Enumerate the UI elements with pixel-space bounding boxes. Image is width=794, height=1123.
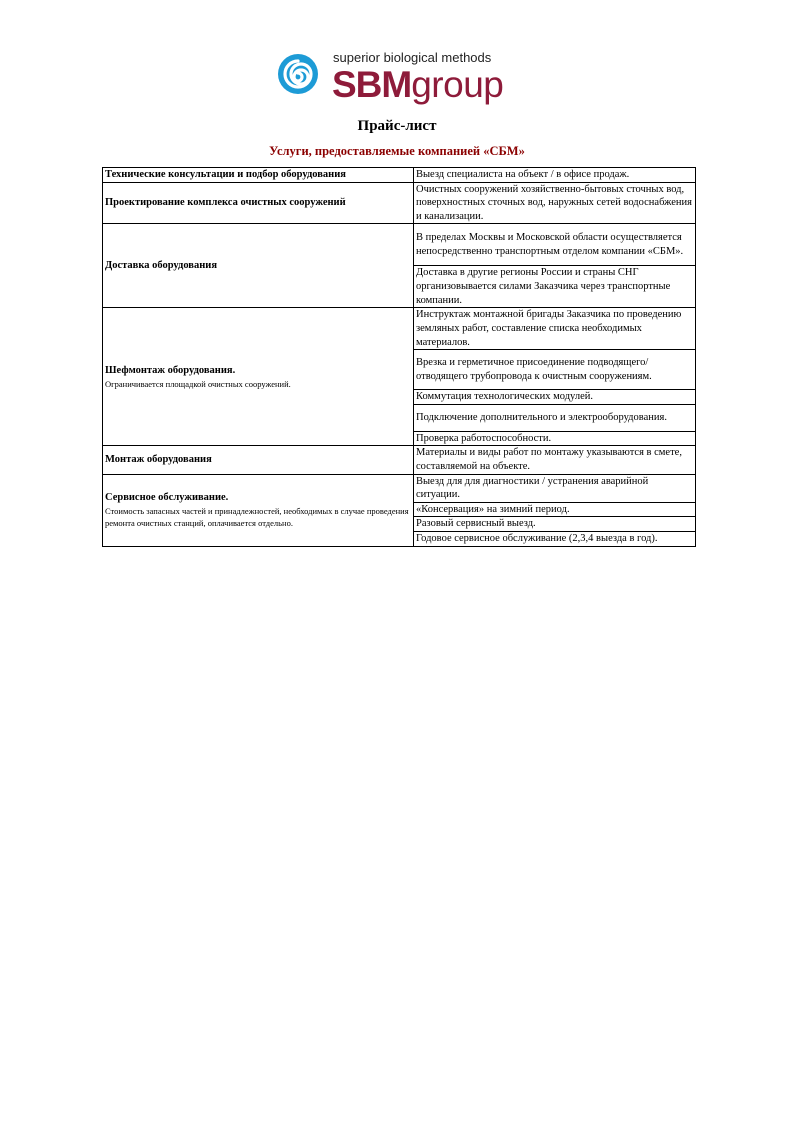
service-cell — [103, 474, 414, 546]
table-row — [103, 474, 696, 502]
service-note: Ограничивается площадкой очистных сооружений. — [105, 378, 291, 389]
table-row — [103, 168, 696, 183]
service-name: Сервисное обслуживание. — [105, 492, 229, 504]
service-detail: Врезка и герметичное присоединение подводящего/отводящего трубопровода к очистным сооружениям. — [414, 350, 696, 390]
logo-tagline: superior biological methods — [333, 50, 492, 65]
service-detail: Выезд для для диагностики / устранения аварийной ситуации. — [414, 474, 696, 502]
service-note: Стоимость запасных частей и принадлежностей, необходимых в случае проведения ремонта очистных станций, оплачивается отдельно. — [105, 505, 409, 528]
service-cell — [103, 308, 414, 446]
service-detail: Коммутация технологических модулей. — [414, 390, 696, 405]
swirl-logo-icon — [277, 53, 319, 95]
company-logo — [277, 48, 517, 108]
service-name: Технические консультации и подбор оборудования — [103, 168, 414, 183]
page-title: Прайс-лист — [357, 118, 437, 134]
service-name: Монтаж оборудования — [103, 446, 414, 474]
logo-group: group — [411, 64, 504, 105]
service-detail: Доставка в другие регионы России и страны СНГ организовывается силами Заказчика через транспортные компании. — [414, 266, 696, 308]
service-detail: Проверка работоспособности. — [414, 431, 696, 446]
table-row — [103, 224, 696, 266]
service-detail: Разовый сервисный выезд. — [414, 517, 696, 532]
service-detail: Выезд специалиста на объект / в офисе продаж. — [414, 168, 696, 183]
page-subtitle: Услуги, предоставляемые компанией «СБМ» — [269, 144, 525, 158]
service-detail: В пределах Москвы и Московской области осуществляется непосредственно транспортным отделом компании «СБМ». — [414, 224, 696, 266]
service-detail: Подключение дополнительного и электрооборудования. — [414, 404, 696, 431]
service-detail: «Консервация» на зимний период. — [414, 502, 696, 517]
table-row — [103, 182, 696, 224]
service-name: Шефмонтаж оборудования. — [105, 365, 236, 377]
service-detail: Годовое сервисное обслуживание (2,3,4 выезда в год). — [414, 531, 696, 546]
logo-sbm: SBM — [332, 64, 412, 105]
table-row — [103, 308, 696, 350]
service-detail: Очистных сооружений хозяйственно-бытовых сточных вод, поверхностных сточных вод, наружных сетей водоснабжения и канализации. — [414, 182, 696, 224]
service-name: Проектирование комплекса очистных сооружений — [103, 182, 414, 224]
service-detail: Инструктаж монтажной бригады Заказчика по проведению земляных работ, составление списка необходимых материалов. — [414, 308, 696, 350]
logo-wordmark — [332, 66, 503, 103]
service-detail: Материалы и виды работ по монтажу указываются в смете, составляемой на объекте. — [414, 446, 696, 474]
service-name: Доставка оборудования — [103, 224, 414, 308]
price-table — [102, 167, 696, 547]
table-row — [103, 446, 696, 474]
